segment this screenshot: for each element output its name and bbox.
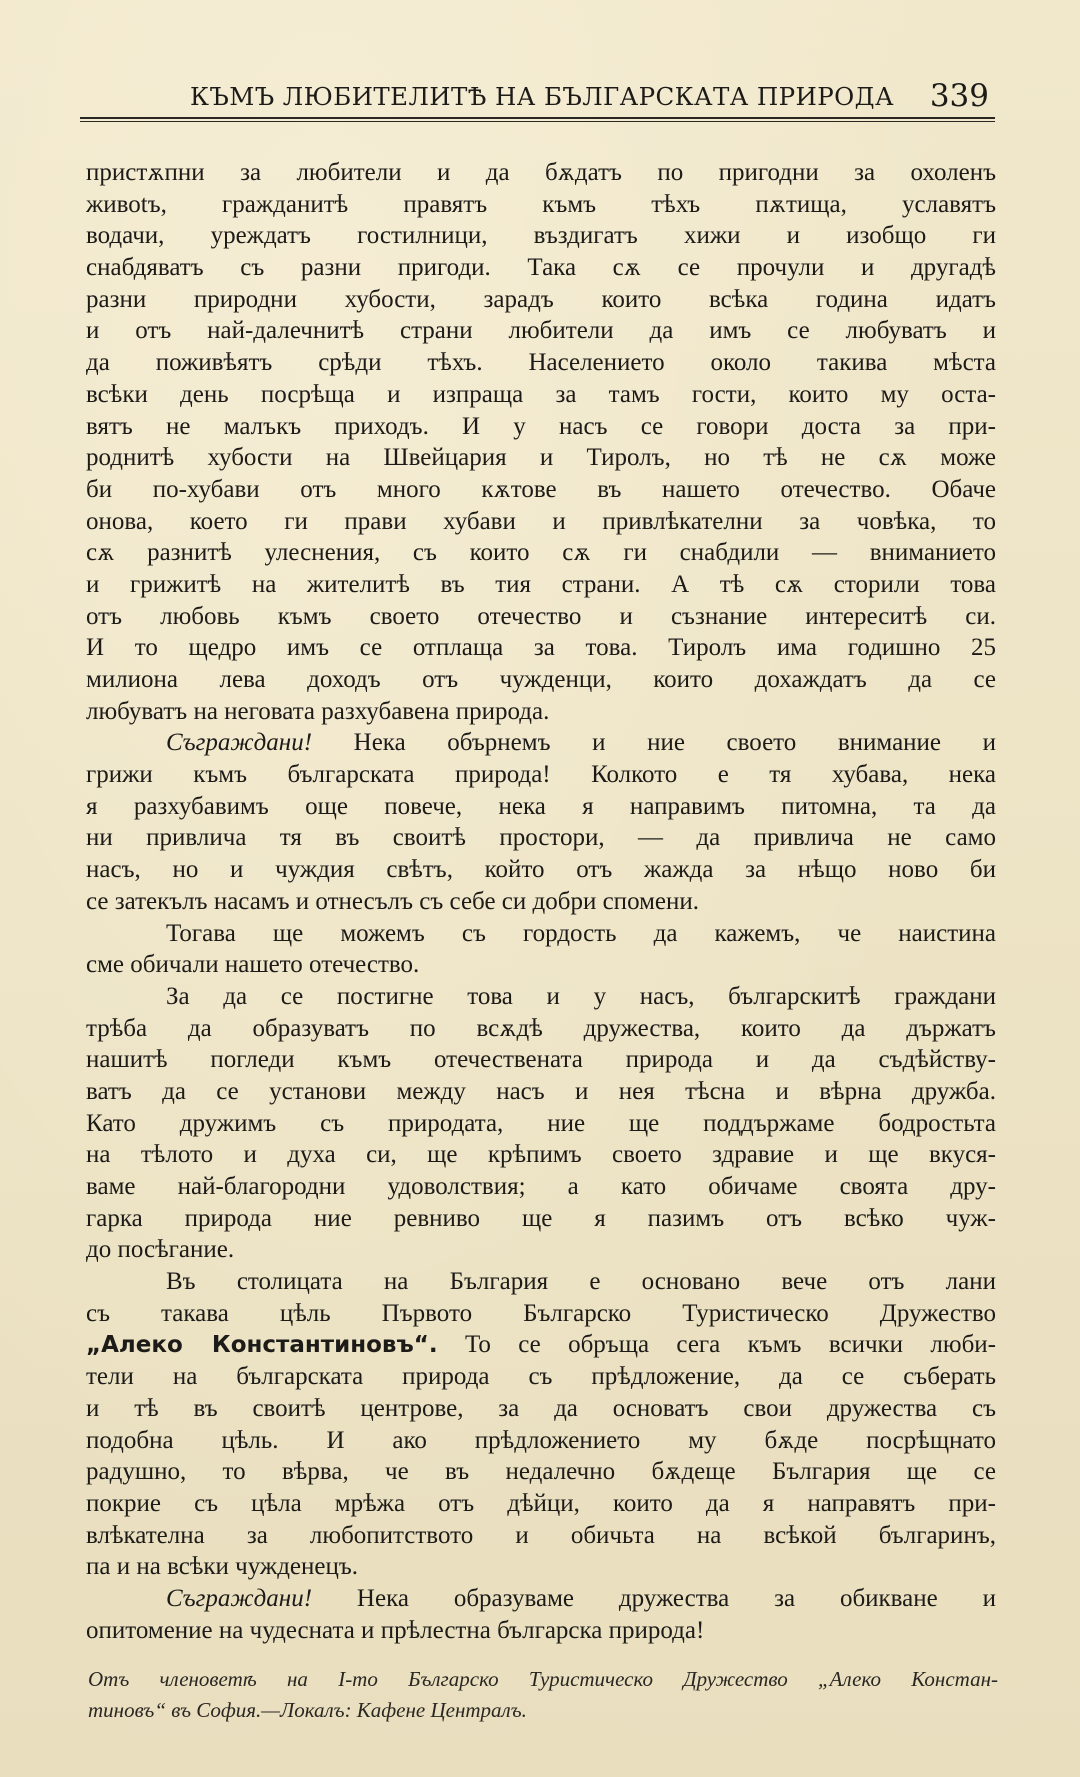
header-rule [80, 117, 995, 119]
text-line: до посѣгание. [86, 1236, 235, 1264]
text-line: живоtъ, гражданитѣ правятъ къмъ тѣхъ пѫтища, уславятъ [86, 190, 996, 218]
text-line: нашитѣ погледи къмъ отечествената природа и да съдѣйству- [86, 1046, 996, 1074]
text-line [86, 727, 996, 759]
text-line: ваме най-благородни удоволствия; а като обичаме своята дру- [86, 1173, 996, 1200]
text-line: отъ любовь къмъ своето отечество и съзнание интереситѣ си. [86, 602, 996, 630]
text-line: снабдяватъ съ разни пригоди. Така сѫ се прочули и другадѣ [86, 254, 996, 282]
text-line: водачи, уреждатъ гостилници, въздигатъ хижи и изобщо ги [86, 222, 996, 250]
text-line: разни природни хубости, зарадъ които всѣка година идатъ [86, 285, 996, 313]
text-fragment: То се обръща сега къмъ всички люби- [437, 1331, 996, 1359]
text-line: Тогава ще можемъ съ гордость да кажемъ, че наистина [166, 919, 996, 947]
text-line: Като дружимъ съ природата, ние ще поддържаме бодростьта [86, 1109, 996, 1137]
text-line: всѣки день посрѣща и изпраща за тамъ гости, които му оста- [86, 380, 996, 408]
text-line: онова, което ги прави хубави и привлѣкателни за човѣка, то [86, 507, 996, 535]
text-line: сме обичали нашето отечество. [86, 951, 420, 979]
society-name: „Алеко Константиновъ“. [86, 1332, 438, 1359]
text-line: роднитѣ хубости на Швейцария и Тиролъ, но тѣ не сѫ може [86, 444, 996, 472]
text-line: любуватъ на неговата разхубавена природа. [86, 697, 550, 725]
text-line: и тѣ въ своитѣ центрове, за да основатъ свои дружества съ [86, 1394, 996, 1422]
address-lead: Съграждани! [166, 1584, 313, 1612]
footnote-line: тиновъ“ въ София.—Локалъ: Кафене Централъ. [88, 1698, 527, 1722]
text-fragment: Нека обърнемъ и ние своето внимание и [312, 729, 996, 757]
text-line: се затекълъ насамъ и отнесълъ съ себе си добри спомени. [86, 887, 700, 915]
text-line: я разхубавимъ още повече, нека я направимъ питомна, та да [86, 792, 996, 820]
text-line: И то щедро имъ се отплаща за това. Тиролъ има годишно 25 [86, 634, 996, 662]
text-line: трѣба да образуватъ по всѫдѣ дружества, които да държатъ [86, 1014, 996, 1042]
text-fragment: Нека образуваме дружества за обикване и [312, 1584, 996, 1612]
text-line: и грижитѣ на жителитѣ въ тия страни. А тѣ сѫ сторили това [86, 570, 996, 598]
text-line: вятъ не малъкъ приходъ. И у насъ се говори доста за при- [86, 412, 996, 440]
text-line: гарка природа ние ревниво ще я пазимъ отъ всѣко чуж- [86, 1204, 996, 1232]
text-line: на тѣлото и духа си, ще крѣпимъ своето здравие и ще вкуся- [86, 1141, 996, 1169]
text-line: пристѫпни за любители и да бѫдатъ по пригодни за охоленъ [86, 159, 996, 186]
footnote [88, 1664, 998, 1726]
text-line [86, 1329, 996, 1361]
address-lead: Съграждани! [166, 729, 313, 757]
text-line: влѣкателна за любопитството и обичьта на всѣкой българинъ, [86, 1521, 996, 1549]
text-line: ни привлича тя въ своитѣ простори, — да привлича не само [86, 824, 996, 852]
text-line: би по-хубави отъ много кѫтове въ нашето отечество. Обаче [86, 475, 996, 503]
page-header [80, 78, 995, 118]
text-line: подобна цѣль. И ако прѣдложението му бѫде посрѣщнато [86, 1426, 996, 1454]
body-text [86, 157, 996, 1646]
text-line: грижи къмъ българската природа! Колкото е тя хубава, нека [86, 761, 996, 789]
running-title: КЪМЪ ЛЮБИТЕЛИТѢ НА БЪЛГАРСКАТА ПРИРОДА [190, 82, 894, 111]
text-line: За да се постигне това и у насъ, българскитѣ граждани [166, 982, 996, 1010]
text-line: Въ столицата на България е основано вече отъ лани [166, 1268, 996, 1296]
text-line: насъ, но и чуждия свѣтъ, който отъ жажда за нѣщо ново би [86, 856, 996, 884]
text-line: радушно, то вѣрва, че въ недалечно бѫдеще България ще се [86, 1458, 996, 1486]
text-line: ватъ да се установи между насъ и нея тѣсна и вѣрна дружба. [86, 1077, 996, 1105]
footnote-line: Отъ членоветѣ на I-то Българско Туристическо Дружество „Алеко Констан- [88, 1667, 998, 1691]
text-line: тели на българската природа съ прѣдложение, да се съберать [86, 1363, 996, 1391]
text-line [86, 1583, 996, 1615]
page-number: 339 [929, 78, 989, 114]
text-line: па и на всѣки чужденецъ. [86, 1553, 359, 1581]
text-line: сѫ разнитѣ улеснения, съ които сѫ ги снабдили — вниманието [86, 539, 996, 567]
text-line: съ такава цѣль Първото Българско Туристическо Дружество [86, 1299, 996, 1327]
text-line: милиона лева доходъ отъ чужденци, които дохаждатъ да се [86, 666, 996, 693]
header-rule-secondary [80, 121, 995, 122]
text-line: и отъ най-далечнитѣ страни любители да имъ се любуватъ и [86, 317, 996, 345]
text-line: да поживѣятъ срѣди тѣхъ. Населението около такива мѣста [86, 349, 996, 377]
text-line: покрие съ цѣла мрѣжа отъ дѣйци, които да я направятъ при- [86, 1489, 996, 1517]
text-line: опитомение на чудесната и прѣлестна българска природа! [86, 1616, 705, 1644]
